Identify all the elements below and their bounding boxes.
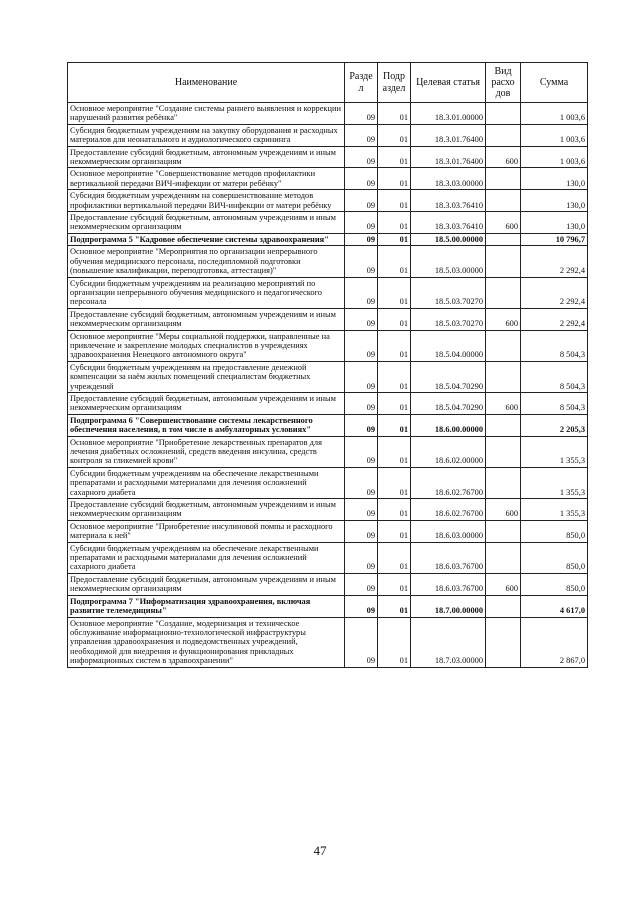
cell-subsection: 01 bbox=[378, 212, 411, 234]
table-row bbox=[68, 146, 588, 168]
cell-name: Предоставление субсидий бюджетным, автономным учреждениям и иным некоммерческим организациям bbox=[68, 146, 345, 168]
cell-subsection: 01 bbox=[378, 617, 411, 667]
cell-subsection: 01 bbox=[378, 146, 411, 168]
cell-name: Основное мероприятие "Меры социальной поддержки, направленные на привлечение и закрепление молодых специалистов в учреждениях здравоохранения Ненецкого автономного округа" bbox=[68, 330, 345, 361]
cell-target: 18.7.00.00000 bbox=[411, 595, 486, 617]
cell-expense-type: 600 bbox=[486, 308, 521, 330]
cell-name: Субсидия бюджетным учреждениям на совершенствование методов профилактики вертикальной передачи ВИЧ-инфекции от матери ребёнку bbox=[68, 190, 345, 212]
cell-subsection: 01 bbox=[378, 392, 411, 414]
cell-sum: 2 205,3 bbox=[521, 414, 588, 436]
cell-subsection: 01 bbox=[378, 246, 411, 277]
cell-expense-type bbox=[486, 414, 521, 436]
cell-section: 09 bbox=[345, 277, 378, 308]
cell-target: 18.5.04.00000 bbox=[411, 330, 486, 361]
table-row bbox=[68, 190, 588, 212]
cell-name: Подпрограмма 7 "Информатизация здравоохранения, включая развитие телемедицины" bbox=[68, 595, 345, 617]
cell-sum: 130,0 bbox=[521, 168, 588, 190]
header-target: Целевая статья bbox=[411, 63, 486, 103]
table-row bbox=[68, 414, 588, 436]
header-section: Разде л bbox=[345, 63, 378, 103]
cell-sum: 2 292,4 bbox=[521, 308, 588, 330]
cell-expense-type bbox=[486, 467, 521, 498]
table-row bbox=[68, 330, 588, 361]
cell-subsection: 01 bbox=[378, 542, 411, 573]
cell-section: 09 bbox=[345, 542, 378, 573]
cell-section: 09 bbox=[345, 146, 378, 168]
cell-expense-type: 600 bbox=[486, 146, 521, 168]
cell-expense-type bbox=[486, 520, 521, 542]
cell-target: 18.6.02.76700 bbox=[411, 499, 486, 521]
cell-name: Предоставление субсидий бюджетным, автономным учреждениям и иным некоммерческим организациям bbox=[68, 212, 345, 234]
cell-name: Субсидии бюджетным учреждениям на обеспечение лекарственными препаратами и расходными материалами для лечения осложнений сахарного диабета bbox=[68, 542, 345, 573]
cell-target: 18.7.03.00000 bbox=[411, 617, 486, 667]
cell-sum: 1 355,3 bbox=[521, 436, 588, 467]
cell-target: 18.6.00.00000 bbox=[411, 414, 486, 436]
header-row bbox=[68, 63, 588, 103]
header-sum: Сумма bbox=[521, 63, 588, 103]
cell-section: 09 bbox=[345, 233, 378, 245]
cell-name: Субсидии бюджетным учреждениям на предоставление денежной компенсации за наём жилых помещений специалистам бюджетных учреждений bbox=[68, 361, 345, 392]
table-row bbox=[68, 168, 588, 190]
cell-expense-type: 600 bbox=[486, 212, 521, 234]
cell-target: 18.3.01.76400 bbox=[411, 146, 486, 168]
table-row bbox=[68, 520, 588, 542]
table-row bbox=[68, 617, 588, 667]
cell-expense-type bbox=[486, 330, 521, 361]
cell-section: 09 bbox=[345, 414, 378, 436]
cell-sum: 130,0 bbox=[521, 212, 588, 234]
cell-target: 18.3.03.76410 bbox=[411, 190, 486, 212]
cell-expense-type bbox=[486, 246, 521, 277]
cell-section: 09 bbox=[345, 190, 378, 212]
cell-expense-type bbox=[486, 436, 521, 467]
cell-subsection: 01 bbox=[378, 233, 411, 245]
cell-subsection: 01 bbox=[378, 499, 411, 521]
cell-expense-type bbox=[486, 233, 521, 245]
cell-section: 09 bbox=[345, 520, 378, 542]
cell-name: Предоставление субсидий бюджетным, автономным учреждениям и иным некоммерческим организациям bbox=[68, 499, 345, 521]
cell-expense-type bbox=[486, 361, 521, 392]
cell-name: Основное мероприятие "Приобретение инсулиновой помпы и расходного материала к ней" bbox=[68, 520, 345, 542]
cell-sum: 2 867,0 bbox=[521, 617, 588, 667]
table-row bbox=[68, 467, 588, 498]
header-name: Наименование bbox=[68, 63, 345, 103]
cell-section: 09 bbox=[345, 330, 378, 361]
cell-target: 18.3.01.76400 bbox=[411, 124, 486, 146]
cell-target: 18.3.01.00000 bbox=[411, 103, 486, 125]
cell-section: 09 bbox=[345, 595, 378, 617]
page-number: 47 bbox=[313, 843, 327, 858]
cell-subsection: 01 bbox=[378, 190, 411, 212]
table-row bbox=[68, 436, 588, 467]
cell-section: 09 bbox=[345, 467, 378, 498]
table-row bbox=[68, 499, 588, 521]
cell-section: 09 bbox=[345, 103, 378, 125]
cell-sum: 1 003,6 bbox=[521, 124, 588, 146]
cell-sum: 850,0 bbox=[521, 542, 588, 573]
cell-target: 18.3.03.76410 bbox=[411, 212, 486, 234]
cell-section: 09 bbox=[345, 308, 378, 330]
cell-sum: 8 504,3 bbox=[521, 330, 588, 361]
cell-target: 18.5.03.70270 bbox=[411, 277, 486, 308]
cell-expense-type bbox=[486, 617, 521, 667]
table-row bbox=[68, 246, 588, 277]
cell-section: 09 bbox=[345, 361, 378, 392]
cell-subsection: 01 bbox=[378, 308, 411, 330]
cell-subsection: 01 bbox=[378, 595, 411, 617]
cell-subsection: 01 bbox=[378, 124, 411, 146]
cell-target: 18.3.03.00000 bbox=[411, 168, 486, 190]
cell-name: Подпрограмма 5 "Кадровое обеспечение системы здравоохранения" bbox=[68, 233, 345, 245]
cell-name: Основное мероприятие "Приобретение лекарственных препаратов для лечения диабетных осложнений, средств введения инсулина, средств контроля за гликемией крови" bbox=[68, 436, 345, 467]
table-row bbox=[68, 124, 588, 146]
header-subsection: Подр аздел bbox=[378, 63, 411, 103]
cell-name: Субсидии бюджетным учреждениям на реализацию мероприятий по организации непрерывного обучения медицинского и педагогического персонала bbox=[68, 277, 345, 308]
cell-section: 09 bbox=[345, 168, 378, 190]
cell-expense-type bbox=[486, 168, 521, 190]
cell-expense-type bbox=[486, 124, 521, 146]
cell-expense-type bbox=[486, 190, 521, 212]
cell-name: Субсидия бюджетным учреждениям на закупку оборудования и расходных материалов для неонатального и аудиологического скрининга bbox=[68, 124, 345, 146]
cell-name: Основное мероприятие "Мероприятия по организации непрерывного обучения медицинского персонала, последипломной подготовки (повышение квалификации, переподготовка, аттестация)" bbox=[68, 246, 345, 277]
cell-sum: 1 355,3 bbox=[521, 499, 588, 521]
cell-section: 09 bbox=[345, 617, 378, 667]
cell-sum: 4 617,0 bbox=[521, 595, 588, 617]
cell-sum: 1 003,6 bbox=[521, 103, 588, 125]
cell-name: Предоставление субсидий бюджетным, автономным учреждениям и иным некоммерческим организациям bbox=[68, 308, 345, 330]
cell-sum: 8 504,3 bbox=[521, 392, 588, 414]
cell-subsection: 01 bbox=[378, 277, 411, 308]
cell-expense-type: 600 bbox=[486, 392, 521, 414]
cell-subsection: 01 bbox=[378, 467, 411, 498]
cell-expense-type bbox=[486, 103, 521, 125]
cell-subsection: 01 bbox=[378, 520, 411, 542]
table-row bbox=[68, 542, 588, 573]
cell-sum: 130,0 bbox=[521, 190, 588, 212]
cell-target: 18.5.04.70290 bbox=[411, 392, 486, 414]
cell-target: 18.6.03.00000 bbox=[411, 520, 486, 542]
cell-section: 09 bbox=[345, 436, 378, 467]
cell-section: 09 bbox=[345, 124, 378, 146]
table-row bbox=[68, 277, 588, 308]
cell-sum: 850,0 bbox=[521, 520, 588, 542]
cell-sum: 1 355,3 bbox=[521, 467, 588, 498]
cell-expense-type bbox=[486, 277, 521, 308]
cell-subsection: 01 bbox=[378, 361, 411, 392]
cell-subsection: 01 bbox=[378, 103, 411, 125]
cell-section: 09 bbox=[345, 212, 378, 234]
table-row bbox=[68, 308, 588, 330]
cell-name: Субсидии бюджетным учреждениям на обеспечение лекарственными препаратами и расходными материалами для лечения осложнений сахарного диабета bbox=[68, 467, 345, 498]
cell-section: 09 bbox=[345, 499, 378, 521]
cell-expense-type bbox=[486, 595, 521, 617]
cell-name: Основное мероприятие "Создание, модернизация и техническое обслуживание информационно-технологической инфраструктуры управления здравоохранения и подведомственных учреждений, необходимой для внедрения и функционирования прикладных информационных систем в здравоохранении" bbox=[68, 617, 345, 667]
cell-expense-type bbox=[486, 542, 521, 573]
cell-sum: 2 292,4 bbox=[521, 277, 588, 308]
cell-target: 18.5.03.70270 bbox=[411, 308, 486, 330]
cell-target: 18.6.03.76700 bbox=[411, 573, 486, 595]
cell-section: 09 bbox=[345, 573, 378, 595]
table-row bbox=[68, 212, 588, 234]
cell-name: Предоставление субсидий бюджетным, автономным учреждениям и иным некоммерческим организациям bbox=[68, 573, 345, 595]
cell-target: 18.5.00.00000 bbox=[411, 233, 486, 245]
cell-subsection: 01 bbox=[378, 330, 411, 361]
cell-subsection: 01 bbox=[378, 414, 411, 436]
cell-target: 18.5.03.00000 bbox=[411, 246, 486, 277]
cell-target: 18.6.03.76700 bbox=[411, 542, 486, 573]
table-row bbox=[68, 392, 588, 414]
table-row bbox=[68, 573, 588, 595]
cell-name: Предоставление субсидий бюджетным, автономным учреждениям и иным некоммерческим организациям bbox=[68, 392, 345, 414]
cell-section: 09 bbox=[345, 392, 378, 414]
table-row bbox=[68, 595, 588, 617]
table-row bbox=[68, 233, 588, 245]
header-expense-type: Вид расхо дов bbox=[486, 63, 521, 103]
cell-target: 18.6.02.00000 bbox=[411, 436, 486, 467]
cell-subsection: 01 bbox=[378, 168, 411, 190]
cell-name: Подпрограмма 6 "Совершенствование системы лекарственного обеспечения населения, в том числе в амбулаторных условиях" bbox=[68, 414, 345, 436]
table-body bbox=[68, 103, 588, 668]
cell-sum: 1 003,6 bbox=[521, 146, 588, 168]
cell-sum: 10 796,7 bbox=[521, 233, 588, 245]
cell-expense-type: 600 bbox=[486, 499, 521, 521]
table-row bbox=[68, 361, 588, 392]
cell-section: 09 bbox=[345, 246, 378, 277]
table-row bbox=[68, 103, 588, 125]
cell-sum: 8 504,3 bbox=[521, 361, 588, 392]
cell-target: 18.6.02.76700 bbox=[411, 467, 486, 498]
cell-name: Основное мероприятие "Совершенствование методов профилактики вертикальной передачи ВИЧ-инфекции от матери ребёнку" bbox=[68, 168, 345, 190]
cell-target: 18.5.04.70290 bbox=[411, 361, 486, 392]
cell-subsection: 01 bbox=[378, 436, 411, 467]
budget-table bbox=[67, 62, 588, 668]
cell-sum: 2 292,4 bbox=[521, 246, 588, 277]
cell-sum: 850,0 bbox=[521, 573, 588, 595]
cell-subsection: 01 bbox=[378, 573, 411, 595]
cell-name: Основное мероприятие "Создание системы раннего выявления и коррекции нарушений развития ребёнка" bbox=[68, 103, 345, 125]
cell-expense-type: 600 bbox=[486, 573, 521, 595]
